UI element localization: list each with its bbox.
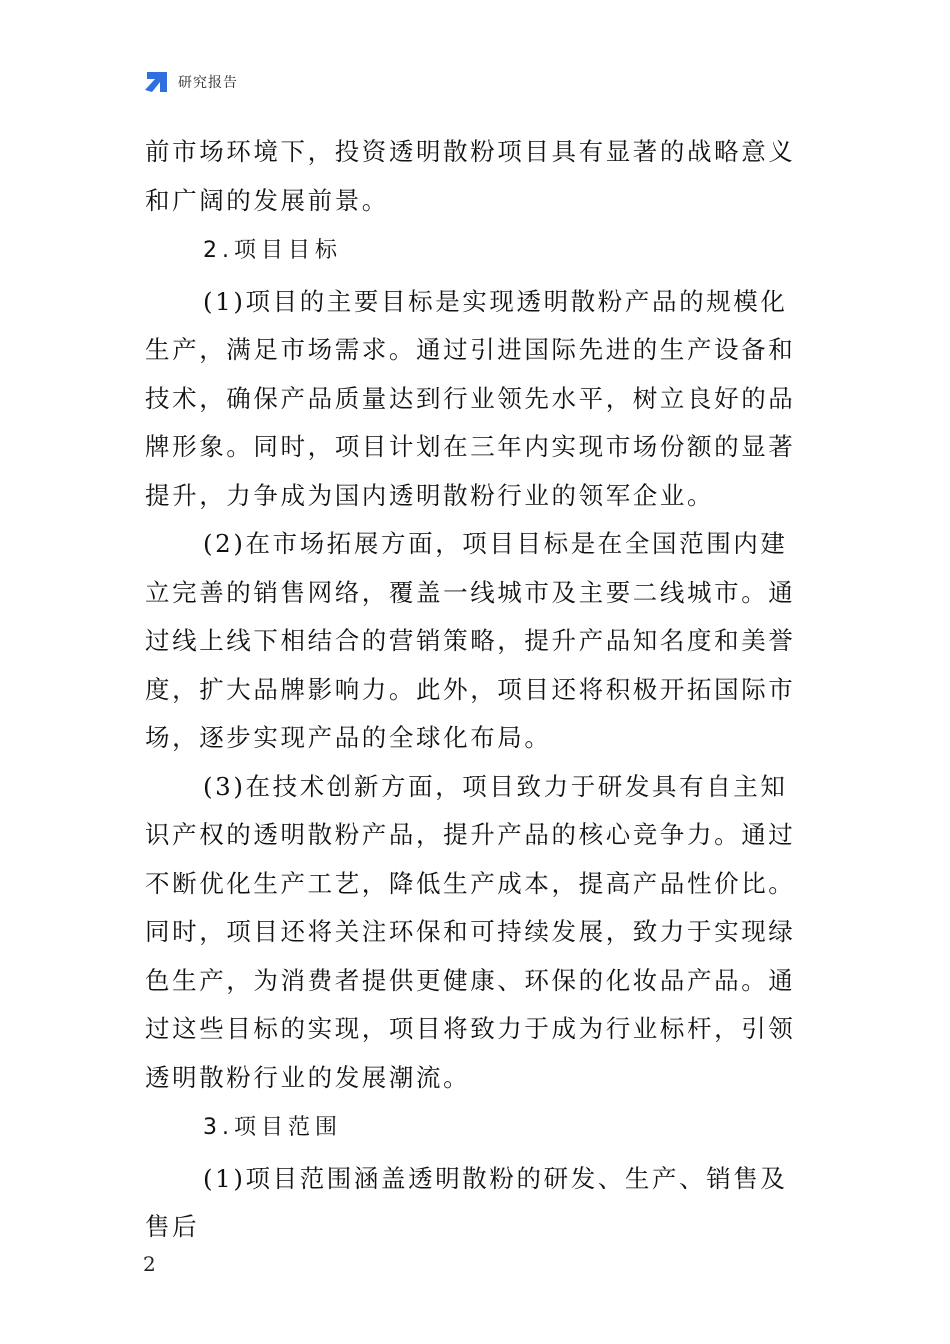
scope-paragraph-1: (1)项目范围涵盖透明散粉的研发、生产、销售及售后 — [145, 1163, 788, 1241]
section-heading-scope: 3.项目范围 — [203, 1115, 342, 1140]
report-header — [143, 68, 238, 96]
goal-paragraph-3: (3)在技术创新方面，项目致力于研发具有自主知识产权的透明散粉产品，提升产品的核心竞争力。通过不断优化生产工艺，降低生产成本，提高产品性价比。同时，项目还将关注环保和可持续发展，致力于实现绿色生产，为消费者提供更健康、环保的化妆品产品。通过这些目标的实现，项目将致力于成为行业标杆，引领透明散粉行业的发展潮流。 — [145, 771, 796, 1092]
header-title: 研究报告 — [178, 75, 238, 91]
goal-paragraph-1: (1)项目的主要目标是实现透明散粉产品的规模化生产，满足市场需求。通过引进国际先进的生产设备和技术，确保产品质量达到行业领先水平，树立良好的品牌形象。同时，项目计划在三年内实现市场份额的显著提升，力争成为国内透明散粉行业的领军企业。 — [145, 286, 796, 510]
arrow-logo-icon — [143, 68, 171, 96]
continuation-paragraph: 前市场环境下，投资透明散粉项目具有显著的战略意义和广阔的发展前景。 — [145, 137, 796, 215]
page-number: 2 — [143, 1252, 156, 1276]
document-body — [145, 128, 813, 1252]
goal-paragraph-2: (2)在市场拓展方面，项目目标是在全国范围内建立完善的销售网络，覆盖一线城市及主要二线城市。通过线上线下相结合的营销策略，提升产品知名度和美誉度，扩大品牌影响力。此外，项目还将积极开拓国际市场，逐步实现产品的全球化布局。 — [145, 529, 796, 752]
section-heading-goals: 2.项目目标 — [203, 238, 342, 263]
